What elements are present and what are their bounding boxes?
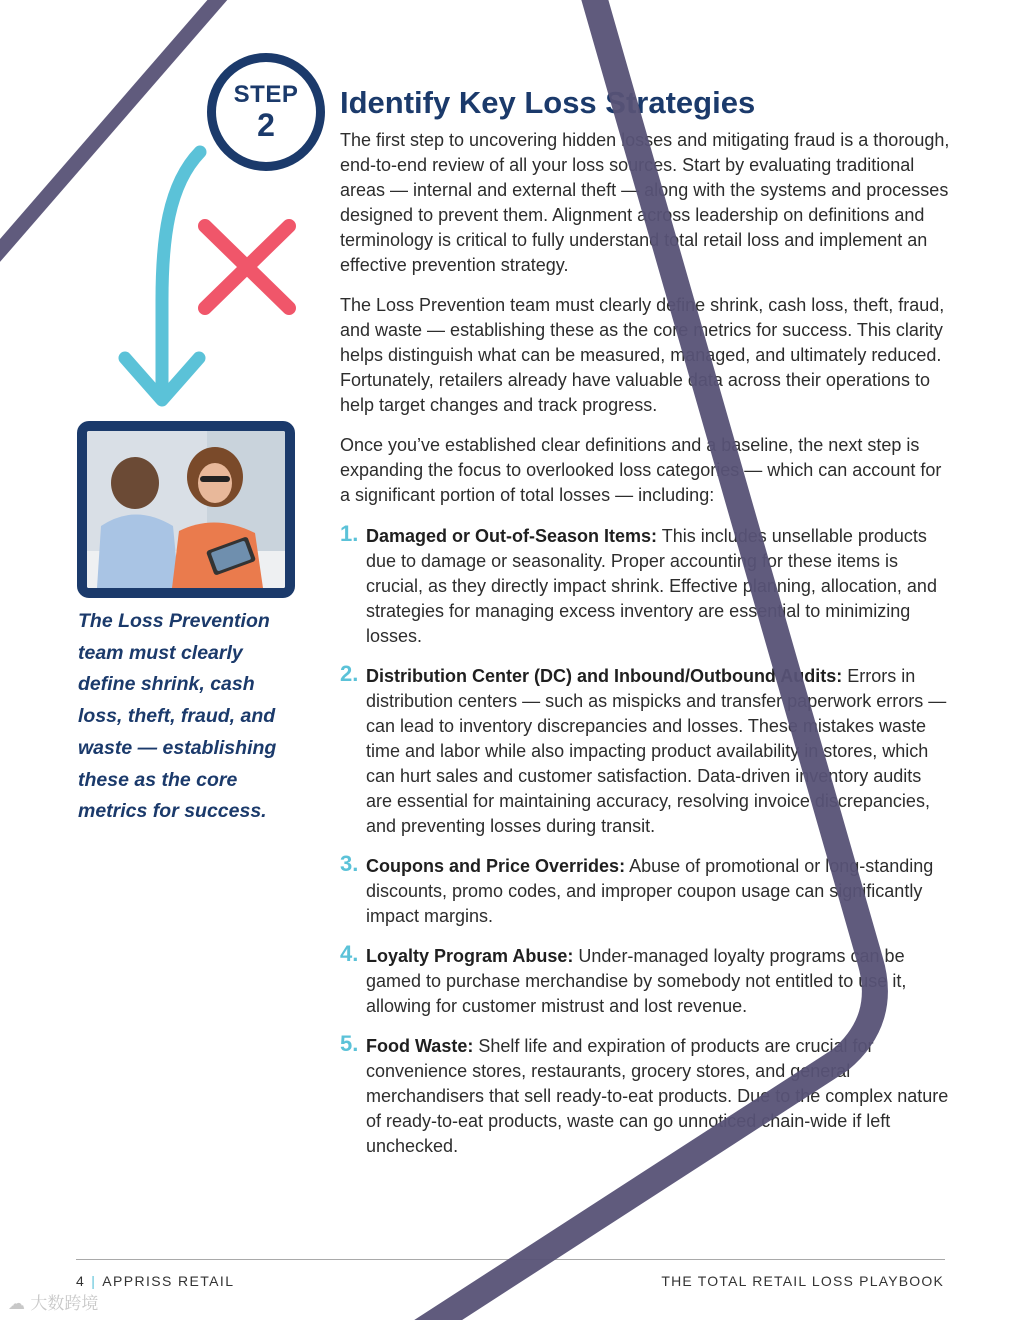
list-item-heading: Distribution Center (DC) and Inbound/Outbound Audits: [366,666,843,686]
list-item-text: Under-managed loyalty programs can be gamed to purchase merchandise by somebody not entitled to use it, allowing for customer mistrust and lost revenue. [366,946,907,1016]
step-badge [207,53,325,171]
intro-paragraph: The first step to uncovering hidden losses and mitigating fraud is a thorough, end-to-end review of all your loss sources. Start by evaluating traditional areas — internal and external theft — along with the systems and processes designed to prevent them. Alignment across leadership on definitions and terminology is critical to fully understand total retail loss and implement an effective prevention strategy. [340,130,950,275]
arrow-head-icon [125,358,199,400]
list-item-text: This includes unsellable products due to damage or seasonality. Proper accounting for these items is crucial, as they directly impact shrink. Effective planning, allocation, and strategies for managing excess inventory are essential to minimizing losses. [366,526,937,646]
list-item-heading: Food Waste: [366,1036,474,1056]
list-item-heading: Loyalty Program Abuse: [366,946,574,966]
watermark [8,1289,98,1314]
baseline-paragraph: Once you’ve established clear definitions and a baseline, the next step is expanding the focus to overlooked loss categories — which can account for a significant portion of total losses — including: [340,435,942,505]
team-photo [77,421,295,598]
list-item-heading: Coupons and Price Overrides: [366,856,626,876]
curved-arrow-icon [162,152,200,398]
footer-separator: | [91,1273,97,1289]
x-mark-icon [205,226,289,308]
footer-brand: APPRISS RETAIL [102,1273,235,1289]
team-photo-illustration [87,431,285,588]
page-title: Identify Key Loss Strategies [340,85,756,120]
list-item-heading: Damaged or Out-of-Season Items: [366,526,658,546]
step-number: 2 [257,107,275,143]
list-number: 3. [340,851,359,876]
list-number: 2. [340,661,359,686]
list-item-text: Abuse of promotional or long-standing discounts, promo codes, and improper coupon usage can significantly impact margins. [366,856,934,926]
list-item [340,661,950,839]
list-item [340,521,950,649]
list-item [340,851,950,929]
list-item-text: Shelf life and expiration of products are crucial for convenience stores, restaurants, grocery stores, and general merchandisers that sell ready-to-eat products. Due to the complex nature of ready-to-eat products, waste can go unnoticed chain-wide if left unchecked. [366,1036,949,1156]
watermark-text: 大数跨境 [30,1294,99,1314]
list-number: 4. [340,941,359,966]
footer-document-title: THE TOTAL RETAIL LOSS PLAYBOOK [661,1273,944,1289]
list-item [340,941,950,1019]
page-number: 4 [76,1273,86,1289]
main-content [340,84,950,1174]
pull-quote-caption: The Loss Prevention team must clearly define shrink, cash loss, theft, fraud, and waste — establishing these as the core metrics for success. [78,610,277,823]
definitions-paragraph: The Loss Prevention team must clearly define shrink, cash loss, theft, fraud, and waste — establishing these as the core metrics for success. This clarity helps distinguish what can be measured, managed, and ultimately reduced. Fortunately, retailers already have valuable data across their operations to help target changes and track progress. [340,295,945,415]
footer-divider [76,1259,945,1260]
sash-stripe-top-left [0,0,226,262]
list-number: 5. [340,1031,359,1056]
list-number: 1. [340,521,359,546]
step-label: STEP [233,81,299,108]
watermark-logo-icon: ☁ [8,1294,25,1314]
loss-categories-list [340,521,950,1159]
footer-left [76,1273,234,1289]
list-item [340,1031,950,1159]
list-item-text: Errors in distribution centers — such as mispicks and transfer paperwork errors — can lead to inventory discrepancies and losses. These mistakes waste time and labor while also impacting product availability in stores, which can hurt sales and customer satisfaction. Data-driven inventory audits are essential for maintaining accuracy, resolving invoice discrepancies, and preventing losses during transit. [366,666,947,836]
